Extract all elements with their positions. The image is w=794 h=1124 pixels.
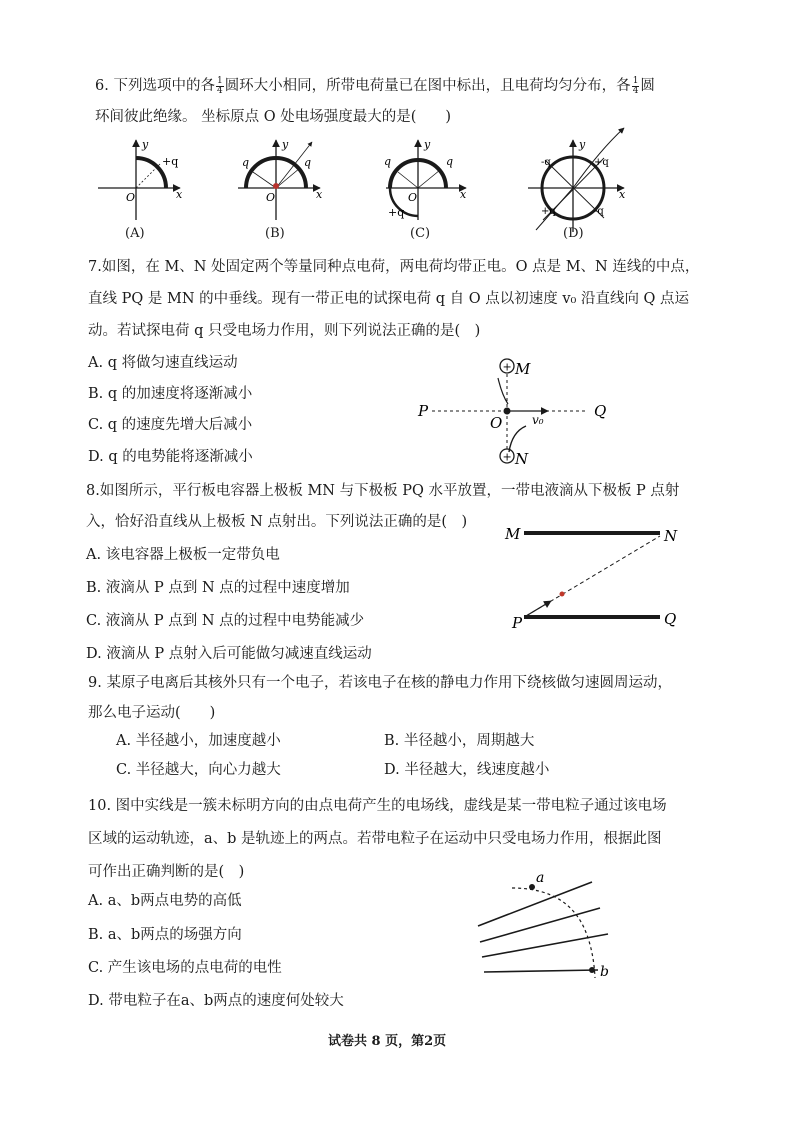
q7-label-m: M	[515, 360, 531, 378]
q9-stem-line2: 那么电子运动( )	[88, 705, 216, 721]
fig-a-o: O	[126, 191, 136, 204]
fig-c-y: y	[424, 138, 431, 151]
m-plus-sign: +	[502, 360, 512, 374]
q7-label-p: P	[418, 402, 429, 420]
fig-c-x: x	[460, 188, 467, 201]
q7-option-b[interactable]: B. q 的加速度将逐渐减小	[88, 386, 253, 402]
q9-stem-line1: 9. 某原子电离后其核外只有一个电子，若该电子在核的静电力作用下绕核做匀速圆周运动，	[88, 675, 672, 691]
q7-stem-line3: 动。若试探电荷 q 只受电场力作用，则下列说法正确的是( )	[88, 323, 481, 339]
q9-option-b[interactable]: B. 半径越小，周期越大	[384, 733, 535, 749]
q10-option-c[interactable]: C. 产生该电场的点电荷的电性	[88, 960, 282, 976]
fig-c-q2: q	[446, 155, 454, 168]
q8-stem-line1: 8.如图所示，平行板电容器上极板 MN 与下极板 PQ 水平放置，一带电液滴从下极板 P 点射	[86, 483, 680, 499]
q10-option-d[interactable]: D. 带电粒子在a、b两点的速度何处较大	[88, 993, 344, 1009]
q8-label-p: P	[512, 614, 523, 632]
q10-stem-line1: 10. 图中实线是一簇未标明方向的由点电荷产生的电场线，虚线是某一带电粒子通过该电场	[88, 798, 667, 814]
q7-option-a[interactable]: A. q 将做匀速直线运动	[88, 355, 238, 371]
fig-d-q4: -q	[594, 206, 604, 217]
fig-d-q1: -q	[541, 157, 551, 168]
q7-option-d[interactable]: D. q 的电势能将逐渐减小	[88, 449, 253, 465]
fig-d-x: x	[619, 188, 626, 201]
q10-option-b[interactable]: B. a、b两点的场强方向	[88, 927, 242, 943]
q8-stem-line2: 入，恰好沿直线从上极板 N 点射出。下列说法正确的是( )	[86, 514, 468, 530]
q6-stem-line2: 环间彼此绝缘。 坐标原点 O 处电场强度最大的是( )	[95, 109, 452, 125]
fig-d-q2: +q	[594, 157, 609, 168]
fig-b-x: x	[316, 188, 323, 201]
caption-b: (B)	[265, 226, 285, 241]
fraction-numerator-2: 1	[632, 75, 639, 86]
fig-c-q1: q	[384, 155, 392, 168]
q7-label-v0: v₀	[532, 413, 544, 427]
q7-option-c[interactable]: C. q 的速度先增大后减小	[88, 417, 253, 433]
q10-option-a[interactable]: A. a、b两点电势的高低	[88, 893, 242, 909]
q6-stem-part2: 圆环大小相同，所带电荷量已在图中标出，且电荷均匀分布，各	[224, 78, 631, 94]
fraction-numerator: 1	[216, 75, 223, 86]
n-plus-sign: +	[502, 450, 512, 464]
q10-stem-line2: 区域的运动轨迹，a、b 是轨迹上的两点。若带电粒子在运动中只受电场力作用，根据此图	[88, 831, 662, 847]
fig-d-q3: +q	[541, 206, 556, 217]
fig-a-y: y	[142, 138, 149, 151]
q8-label-m: M	[505, 525, 521, 543]
q7-stem-line2: 直线 PQ 是 MN 的中垂线。现有一带正电的试探电荷 q 自 O 点以初速度 v₀ 沿直线向 Q 点运	[88, 291, 690, 307]
q10-label-a: a	[536, 870, 545, 886]
caption-d: (D)	[563, 226, 584, 241]
fig-a-x: x	[176, 188, 183, 201]
fig-b-y: y	[282, 138, 289, 151]
q7-stem-line1: 7.如图，在 M、N 处固定两个等量同种点电荷，两电荷均带正电。O 点是 M、N 连线的中点，	[88, 259, 700, 275]
q7-label-q: Q	[594, 402, 607, 420]
q7-label-n: N	[515, 450, 529, 468]
fig-c-o: O	[408, 191, 418, 204]
q9-option-c[interactable]: C. 半径越大，向心力越大	[116, 762, 281, 778]
q9-option-d[interactable]: D. 半径越大，线速度越小	[384, 762, 550, 778]
fraction-denominator: 4	[216, 85, 223, 96]
q8-option-a[interactable]: A. 该电容器上极板一定带负电	[86, 547, 280, 563]
q8-option-b[interactable]: B. 液滴从 P 点到 N 点的过程中速度增加	[86, 580, 350, 596]
fig-d-y: y	[579, 138, 586, 151]
q6-stem-part1: 6. 下列选项中的各	[95, 78, 215, 94]
q8-option-d[interactable]: D. 液滴从 P 点射入后可能做匀减速直线运动	[86, 646, 372, 662]
fig-b-q1: q	[242, 156, 250, 169]
fig-b-o: O	[266, 191, 276, 204]
fig-a-charge: +q	[162, 155, 179, 168]
q10-stem-line3: 可作出正确判断的是( )	[88, 864, 245, 880]
q6-stem-part3: 圆	[640, 78, 655, 94]
q8-label-q: Q	[664, 610, 677, 628]
page-footer: 试卷共 8 页，第2页	[328, 1034, 447, 1049]
q9-option-a[interactable]: A. 半径越小，加速度越小	[116, 733, 281, 749]
q10-label-b: b	[600, 964, 609, 980]
q8-option-c[interactable]: C. 液滴从 P 点到 N 点的过程中电势能减少	[86, 613, 365, 629]
fraction-denominator-2: 4	[632, 85, 639, 96]
caption-c: (C)	[410, 226, 431, 241]
q8-label-n: N	[664, 527, 678, 545]
fig-c-mq: +q	[388, 206, 405, 219]
fig-b-q2: q	[304, 156, 312, 169]
caption-a: (A)	[125, 226, 145, 241]
q7-label-o: O	[490, 414, 503, 432]
